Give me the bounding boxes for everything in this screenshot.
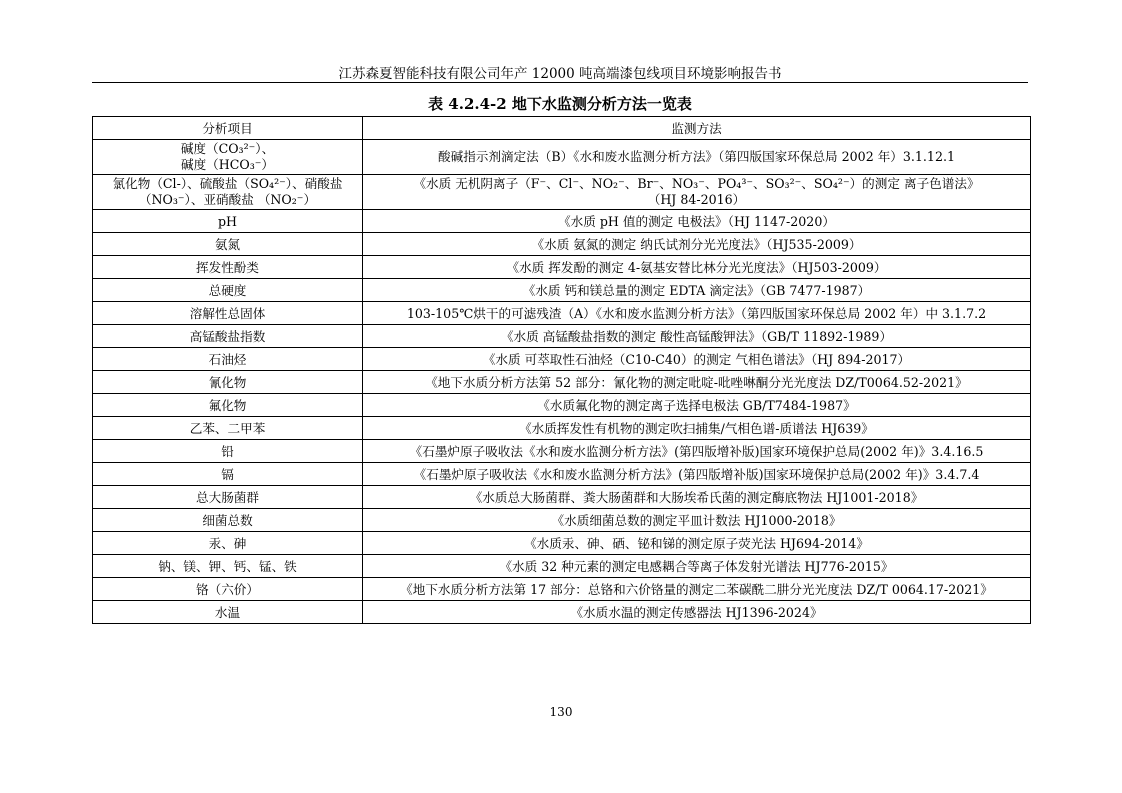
analysis-item-cell-line: 氰化物 xyxy=(208,374,247,390)
monitoring-method-cell-line: 《石墨炉原子吸收法《水和废水监测分析方法》(第四版增补版)国家环境保护总局(2002 年)》3.4.16.5 xyxy=(409,443,984,459)
analysis-item-cell xyxy=(93,555,363,578)
table-row xyxy=(93,417,1031,440)
analysis-item-cell-line: 高锰酸盐指数 xyxy=(189,328,266,344)
analysis-item-cell-line: pH xyxy=(217,213,238,229)
monitoring-method-cell xyxy=(363,325,1031,348)
monitoring-method-cell-line: 《水质汞、砷、硒、铋和锑的测定原子荧光法 HJ694-2014》 xyxy=(524,535,869,551)
monitoring-method-cell xyxy=(363,486,1031,509)
monitoring-method-cell xyxy=(363,140,1031,175)
monitoring-method-cell-line: 《水质 pH 值的测定 电极法》（HJ 1147-2020） xyxy=(558,213,835,229)
monitoring-method-cell xyxy=(363,348,1031,371)
page-number: 130 xyxy=(549,705,573,719)
table-caption: 表 4.2.4-2 地下水监测分析方法一览表 xyxy=(428,95,692,113)
monitoring-method-cell-line: 《水质 挥发酚的测定 4-氨基安替比林分光光度法》（HJ503-2009） xyxy=(506,259,887,275)
analysis-item-cell xyxy=(93,601,363,624)
table-row xyxy=(93,486,1031,509)
analysis-item-cell-line: 水温 xyxy=(214,604,241,620)
analysis-item-cell xyxy=(93,417,363,440)
analysis-item-cell-line: 挥发性酚类 xyxy=(196,259,259,275)
monitoring-method-cell-line: 《水质 可萃取性石油烃（C10-C40）的测定 气相色谱法》（HJ 894-2017） xyxy=(482,351,911,367)
analysis-item-cell-line: （NO₃⁻）、亚硝酸盐 （NO₂⁻） xyxy=(138,192,317,207)
analysis-item-cell-line: 镉 xyxy=(221,466,234,482)
table-row xyxy=(93,140,1031,175)
analysis-item-cell-line: 溶解性总固体 xyxy=(189,305,266,321)
monitoring-method-cell xyxy=(363,578,1031,601)
monitoring-method-cell xyxy=(363,233,1031,256)
document-header: 江苏森夏智能科技有限公司年产 12000 吨高端漆包线项目环境影响报告书 xyxy=(338,66,782,82)
analysis-item-cell xyxy=(93,233,363,256)
monitoring-method-cell-line: 《水质水温的测定传感器法 HJ1396-2024》 xyxy=(570,604,823,620)
analysis-item-cell-line: 氨氮 xyxy=(214,236,241,252)
analysis-item-cell xyxy=(93,371,363,394)
analysis-item-cell-line: 氯化物（Cl-）、硫酸盐（SO₄²⁻）、硝酸盐 xyxy=(112,176,343,191)
analysis-item-cell-line: 碱度（CO₃²⁻）、 xyxy=(180,141,275,156)
monitoring-method-cell xyxy=(363,256,1031,279)
analysis-item-cell-line: 总大肠菌群 xyxy=(196,489,259,505)
analysis-item-cell xyxy=(93,463,363,486)
analysis-item-cell-line: 氟化物 xyxy=(208,397,247,413)
table-body xyxy=(93,140,1031,624)
analysis-item-cell-line: 碱度（HCO₃⁻） xyxy=(180,157,274,172)
monitoring-method-cell-line: 《地下水质分析方法第 52 部分：氰化物的测定吡啶-吡唑啉酮分光光度法 DZ/T0064.52-2021》 xyxy=(425,374,968,390)
table-row xyxy=(93,509,1031,532)
monitoring-method-cell xyxy=(363,417,1031,440)
analysis-item-cell xyxy=(93,578,363,601)
table-row xyxy=(93,555,1031,578)
analysis-item-cell-line: 石油烃 xyxy=(208,351,247,367)
table-row xyxy=(93,371,1031,394)
table-row xyxy=(93,325,1031,348)
table-row xyxy=(93,256,1031,279)
analysis-item-cell xyxy=(93,348,363,371)
monitoring-method-cell xyxy=(363,371,1031,394)
monitoring-method-cell-line: 《水质 钙和镁总量的测定 EDTA 滴定法》（GB 7477-1987） xyxy=(522,282,871,298)
monitoring-method-cell xyxy=(363,175,1031,210)
analysis-item-cell xyxy=(93,210,363,233)
analysis-item-cell xyxy=(93,279,363,302)
column-header-item: 分析项目 xyxy=(93,117,363,140)
table-row xyxy=(93,440,1031,463)
monitoring-method-cell-line: 《石墨炉原子吸收法《水和废水监测分析方法》(第四版增补版)国家环境保护总局(2002 年)》3.4.7.4 xyxy=(413,466,980,482)
header-rule xyxy=(92,82,1028,83)
analysis-item-cell xyxy=(93,175,363,210)
table-header-row xyxy=(93,117,1031,140)
table-row xyxy=(93,601,1031,624)
analysis-item-cell-line: 乙苯、二甲苯 xyxy=(189,420,266,436)
column-header-method: 监测方法 xyxy=(363,117,1031,140)
analysis-item-cell xyxy=(93,440,363,463)
analysis-item-cell-line: 总硬度 xyxy=(208,282,247,298)
monitoring-method-cell-line: 《地下水质分析方法第 17 部分：总铬和六价铬量的测定二苯碳酰二肼分光光度法 DZ/T 0064.17-2021》 xyxy=(400,581,993,597)
analysis-item-cell-line: 汞、砷 xyxy=(208,535,247,551)
monitoring-method-cell-line: 《水质总大肠菌群、粪大肠菌群和大肠埃希氏菌的测定酶底物法 HJ1001-2018》 xyxy=(469,489,924,505)
analysis-item-cell xyxy=(93,486,363,509)
monitoring-method-cell xyxy=(363,509,1031,532)
table-row xyxy=(93,210,1031,233)
monitoring-method-cell xyxy=(363,463,1031,486)
monitoring-method-cell xyxy=(363,279,1031,302)
monitoring-method-cell-line: 酸碱指示剂滴定法（B）《水和废水监测分析方法》（第四版国家环保总局 2002 年）3.1.12.1 xyxy=(438,149,955,164)
monitoring-method-cell-line: 《水质 氨氮的测定 纳氏试剂分光光度法》（HJ535-2009） xyxy=(531,236,862,252)
monitoring-method-cell-line: （HJ 84-2016） xyxy=(647,192,746,207)
analysis-item-cell-line: 钠、镁、钾、钙、锰、铁 xyxy=(158,558,297,574)
analysis-item-cell xyxy=(93,302,363,325)
table-row xyxy=(93,302,1031,325)
monitoring-method-cell xyxy=(363,601,1031,624)
table-row xyxy=(93,279,1031,302)
monitoring-method-cell xyxy=(363,302,1031,325)
monitoring-method-cell-line: 《水质细菌总数的测定平皿计数法 HJ1000-2018》 xyxy=(551,512,842,528)
monitoring-method-cell xyxy=(363,440,1031,463)
monitoring-method-cell-line: 《水质氟化物的测定离子选择电极法 GB/T7484-1987》 xyxy=(537,397,856,413)
analysis-item-cell xyxy=(93,394,363,417)
monitoring-method-cell-line: 103-105℃烘干的可滤残渣（A）《水和废水监测分析方法》（第四版国家环保总局 2002 年）中 3.1.7.2 xyxy=(406,305,987,321)
table-row xyxy=(93,463,1031,486)
monitoring-method-cell xyxy=(363,555,1031,578)
table-row xyxy=(93,233,1031,256)
table-row xyxy=(93,532,1031,555)
analysis-item-cell-line: 细菌总数 xyxy=(202,512,253,528)
analysis-item-cell xyxy=(93,256,363,279)
monitoring-method-cell-line: 《水质 32 种元素的测定电感耦合等离子体发射光谱法 HJ776-2015》 xyxy=(499,558,894,574)
table-row xyxy=(93,175,1031,210)
monitoring-method-cell xyxy=(363,532,1031,555)
monitoring-method-cell xyxy=(363,394,1031,417)
analysis-item-cell xyxy=(93,532,363,555)
monitoring-method-cell-line: 《水质挥发性有机物的测定吹扫捕集/气相色谱-质谱法 HJ639》 xyxy=(519,420,874,436)
monitoring-method-cell-line: 《水质 高锰酸盐指数的测定 酸性高锰酸钾法》（GB/T 11892-1989） xyxy=(500,328,893,344)
table-row xyxy=(93,348,1031,371)
monitoring-methods-table xyxy=(92,116,1031,624)
analysis-item-cell xyxy=(93,140,363,175)
monitoring-method-cell-line: 《水质 无机阴离子（F⁻、Cl⁻、NO₂⁻、Br⁻、NO₃⁻、PO₄³⁻、SO₃²⁻、SO₄²⁻）的测定 离子色谱法》 xyxy=(413,176,980,191)
table-row xyxy=(93,394,1031,417)
analysis-item-cell xyxy=(93,325,363,348)
analysis-item-cell-line: 铬（六价） xyxy=(196,581,259,597)
analysis-item-cell-line: 铅 xyxy=(221,443,234,459)
analysis-item-cell xyxy=(93,509,363,532)
monitoring-method-cell xyxy=(363,210,1031,233)
table-row xyxy=(93,578,1031,601)
